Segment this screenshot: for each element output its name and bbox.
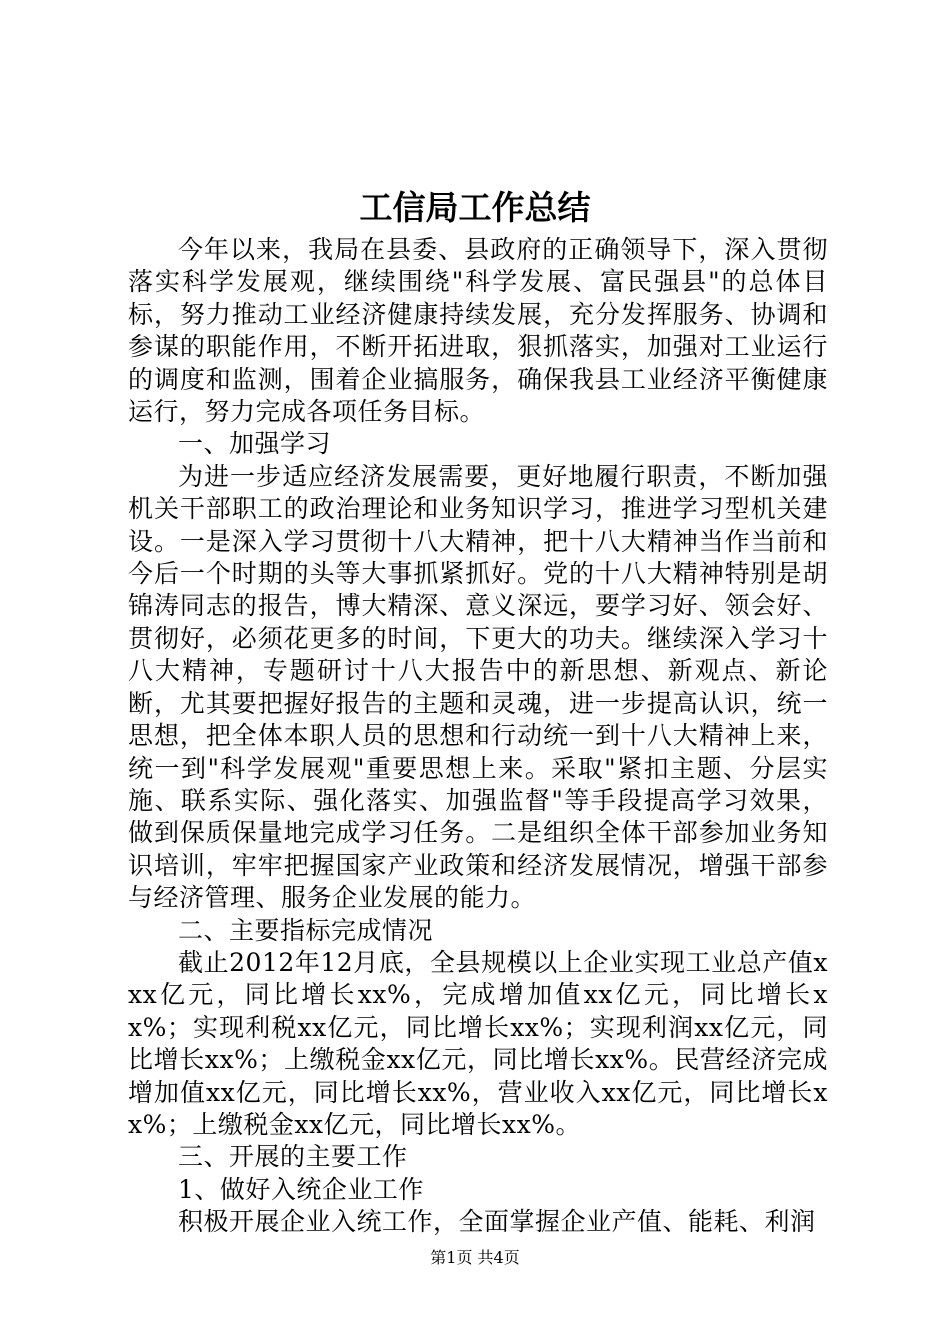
heading-section-3: 三、开展的主要工作 bbox=[178, 1142, 408, 1172]
page-footer: 第1页 共4页 bbox=[430, 1248, 520, 1267]
paragraph-intro: 今年以来，我局在县委、县政府的正确领导下，深入贯彻落实科学发展观，继续围绕"科学发展、富民强县"的总体目标，努力推动工业经济健康持续发展，充分发挥服务、协调和参谋的职能作用，不断开拓进取，狠抓落实，加强对工业运行的调度和监测，围着企业搞服务，确保我县工业经济平衡健康运行，努力完成各项任务目标。 bbox=[128, 235, 828, 427]
paragraph-section-3-1: 积极开展企业入统工作，全面掌握企业产值、能耗、利润 bbox=[178, 1207, 816, 1237]
document-body bbox=[128, 234, 828, 1239]
paragraph-section-1: 为进一步适应经济发展需要，更好地履行职责，不断加强机关干部职工的政治理论和业务知识学习，推进学习型机关建设。一是深入学习贯彻十八大精神，把十八大精神当作当前和今后一个时期的头等大事抓紧抓好。党的十八大精神特别是胡锦涛同志的报告，博大精深、意义深远，要学习好、领会好、贯彻好，必须花更多的时间，下更大的功夫。继续深入学习十八大精神，专题研讨十八大报告中的新思想、新观点、新论断，尤其要把握好报告的主题和灵魂，进一步提高认识，统一思想，把全体本职人员的思想和行动统一到十八大精神上来，统一到"科学发展观"重要思想上来。采取"紧扣主题、分层实施、联系实际、强化落实、加强监督"等手段提高学习效果，做到保质保量地完成学习任务。二是组织全体干部参加业务知识培训，牢牢把握国家产业政策和经济发展情况，增强干部参与经济管理、服务企业发展的能力。 bbox=[128, 461, 828, 913]
paragraph-section-2: 截止2012年12月底，全县规模以上企业实现工业总产值xxx亿元，同比增长xx%，完成增加值xx亿元，同比增长xx%；实现利税xx亿元，同比增长xx%；实现利润xx亿元，同比增长xx%；上缴税金xx亿元，同比增长xx%。民营经济完成增加值xx亿元，同比增长xx%，营业收入xx亿元，同比增长xx%；上缴税金xx亿元，同比增长xx%。 bbox=[128, 947, 828, 1139]
heading-section-1: 一、加强学习 bbox=[178, 429, 332, 459]
heading-section-2: 二、主要指标完成情况 bbox=[178, 915, 434, 945]
document-title: 工信局工作总结 bbox=[359, 188, 591, 227]
subheading-section-3-1: 1、做好入统企业工作 bbox=[178, 1174, 424, 1204]
